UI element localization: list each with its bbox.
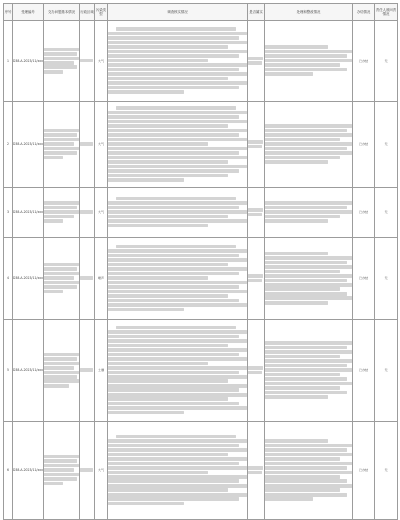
row-district	[80, 320, 95, 422]
row-target	[44, 102, 80, 188]
row-target	[44, 188, 80, 238]
row-accountability: 无	[375, 102, 398, 188]
row-result: 已办结	[353, 238, 375, 320]
row-index: 5	[4, 320, 13, 422]
header-row	[4, 4, 398, 21]
row-district	[80, 102, 95, 188]
row-handling	[265, 102, 353, 188]
row-accurate	[248, 320, 265, 422]
row-district	[80, 188, 95, 238]
row-target	[44, 422, 80, 520]
col-findings-header: 调查核实情况	[108, 4, 248, 21]
col-type-header: 污染类型	[95, 4, 108, 21]
row-type: 大气	[95, 188, 108, 238]
row-findings	[108, 238, 248, 320]
row-index: 1	[4, 21, 13, 102]
row-index: 6	[4, 422, 13, 520]
row-accountability: 无	[375, 188, 398, 238]
row-accurate	[248, 238, 265, 320]
col-accountability-header: 责任人被问责情况	[375, 4, 398, 21]
row-type: 大气	[95, 21, 108, 102]
row-index: 4	[4, 238, 13, 320]
row-code: D38-A-2023/11/xxx	[13, 102, 44, 188]
row-accurate	[248, 422, 265, 520]
row-findings	[108, 188, 248, 238]
row-accurate	[248, 21, 265, 102]
table-row	[4, 320, 398, 422]
table-row	[4, 102, 398, 188]
row-accurate	[248, 188, 265, 238]
col-handling-header: 处理和整改情况	[265, 4, 353, 21]
row-result: 已办结	[353, 422, 375, 520]
row-result: 已办结	[353, 102, 375, 188]
col-accurate-header: 是否属实	[248, 4, 265, 21]
row-type: 噪声	[95, 238, 108, 320]
table-row	[4, 422, 398, 520]
table-row	[4, 21, 398, 102]
row-index: 2	[4, 102, 13, 188]
row-code: D38-A-2023/11/xxx	[13, 238, 44, 320]
row-accountability: 无	[375, 238, 398, 320]
row-type: 大气	[95, 422, 108, 520]
row-result: 已办结	[353, 188, 375, 238]
row-code: D38-A-2023/11/xxx	[13, 21, 44, 102]
row-result: 已办结	[353, 21, 375, 102]
row-findings	[108, 422, 248, 520]
complaint-table	[3, 3, 398, 520]
row-findings	[108, 21, 248, 102]
row-target	[44, 21, 80, 102]
row-handling	[265, 238, 353, 320]
row-accountability: 无	[375, 320, 398, 422]
row-handling	[265, 188, 353, 238]
row-result: 已办结	[353, 320, 375, 422]
row-accurate	[248, 102, 265, 188]
col-target-header: 交办问题基本情况	[44, 4, 80, 21]
row-handling	[265, 422, 353, 520]
row-accountability: 无	[375, 422, 398, 520]
row-findings	[108, 320, 248, 422]
row-handling	[265, 21, 353, 102]
row-district	[80, 422, 95, 520]
row-code: D38-A-2023/11/xxx	[13, 320, 44, 422]
row-code: D38-A-2023/11/xxx	[13, 188, 44, 238]
row-district	[80, 21, 95, 102]
row-type: 大气	[95, 102, 108, 188]
row-handling	[265, 320, 353, 422]
col-index-header: 序号	[4, 4, 13, 21]
row-target	[44, 320, 80, 422]
table-row	[4, 188, 398, 238]
row-target	[44, 238, 80, 320]
row-district	[80, 238, 95, 320]
row-type: 土壤	[95, 320, 108, 422]
row-index: 3	[4, 188, 13, 238]
table-row	[4, 238, 398, 320]
row-accountability: 无	[375, 21, 398, 102]
row-findings	[108, 102, 248, 188]
col-code-header: 受理编号	[13, 4, 44, 21]
row-code: D38-A-2023/11/xxx	[13, 422, 44, 520]
col-district-header: 行政区域	[80, 4, 95, 21]
col-result-header: 办结情况	[353, 4, 375, 21]
